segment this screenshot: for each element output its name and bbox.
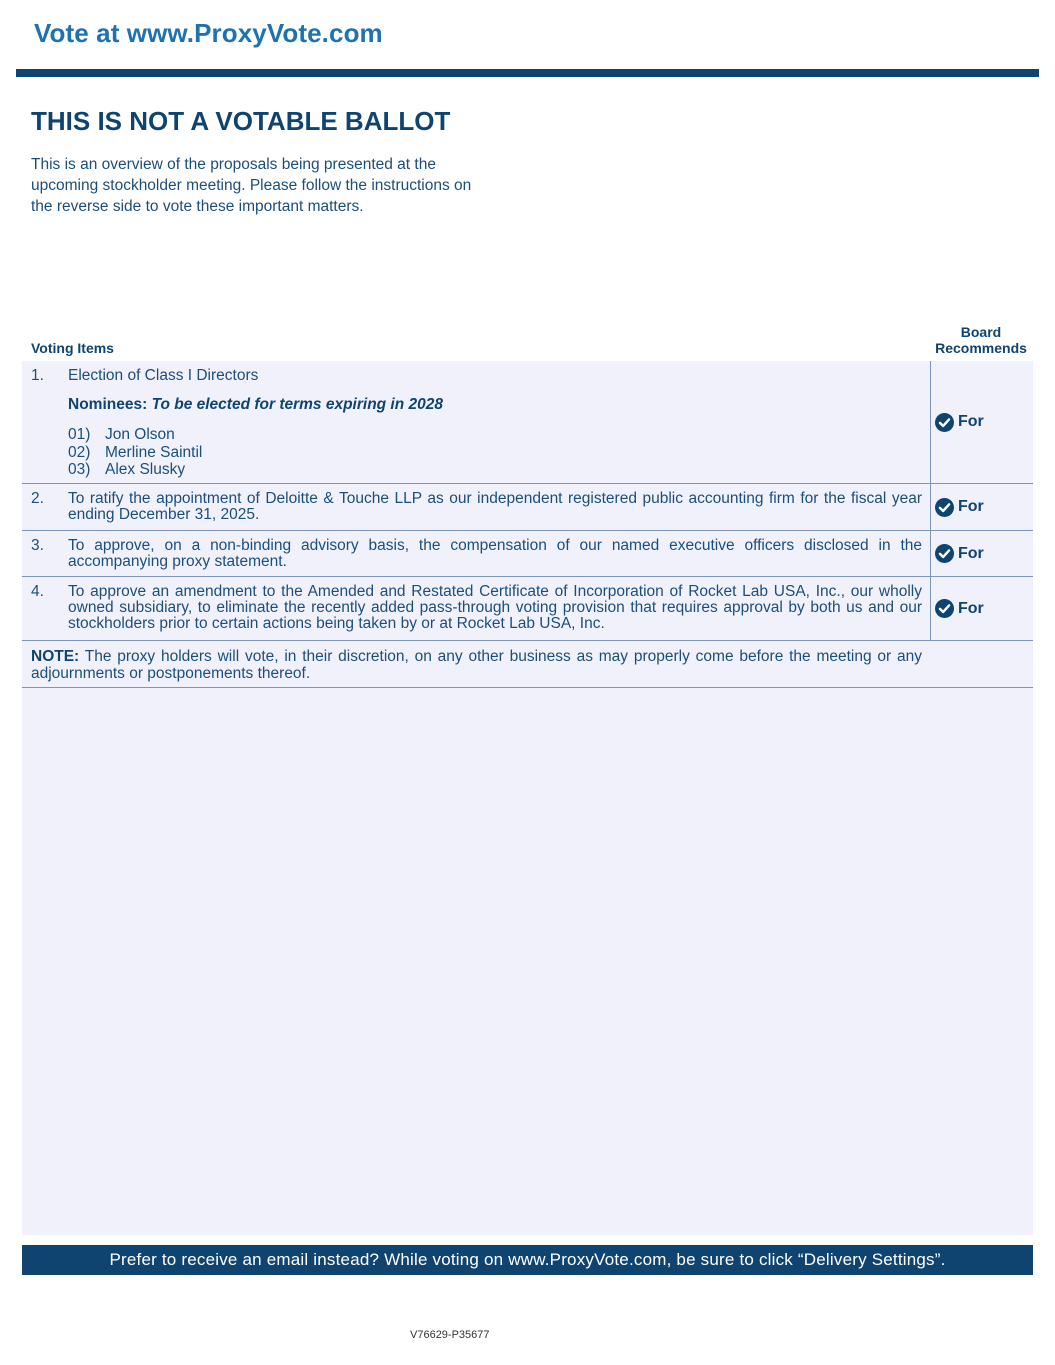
item-text: To approve, on a non-binding advisory basis, the compensation of our named executive officers disclosed in the accompanying proxy statement. bbox=[68, 537, 922, 570]
board-header-line: Recommends bbox=[935, 340, 1027, 356]
nominee-code: 02) bbox=[68, 443, 91, 461]
nominees-label: Nominees: bbox=[68, 396, 148, 413]
note-label: NOTE: bbox=[31, 648, 80, 665]
board-recommendation bbox=[930, 531, 1033, 576]
voting-items-header: Voting Items bbox=[31, 340, 114, 356]
nominee-name: Alex Slusky bbox=[105, 461, 186, 478]
header-divider bbox=[16, 69, 1039, 77]
recommendation-label: For bbox=[958, 599, 984, 617]
board-recommendation bbox=[930, 361, 1033, 483]
check-circle-icon bbox=[935, 599, 954, 618]
board-header-line: Board bbox=[960, 324, 1002, 340]
item-text: Election of Class I Directors bbox=[68, 367, 259, 384]
intro-paragraph bbox=[31, 154, 531, 217]
email-delivery-banner: Prefer to receive an email instead? While voting on www.ProxyVote.com, be sure to click “Delivery Settings”. bbox=[22, 1245, 1033, 1275]
check-circle-icon bbox=[935, 413, 954, 432]
board-recommends-header bbox=[928, 324, 1034, 356]
item-number: 3. bbox=[31, 537, 44, 554]
document-code: V76629-P35677 bbox=[410, 1329, 490, 1341]
recommendation-label: For bbox=[958, 413, 984, 430]
intro-line: upcoming stockholder meeting. Please follow the instructions on bbox=[31, 177, 472, 194]
nominee-item bbox=[68, 444, 922, 462]
intro-line: This is an overview of the proposals being presented at the bbox=[31, 156, 436, 173]
proxyvote-header-link[interactable]: Vote at www.ProxyVote.com bbox=[34, 18, 383, 48]
nominee-code: 01) bbox=[68, 426, 91, 443]
board-recommendation bbox=[930, 484, 1033, 530]
nominee-code: 03) bbox=[68, 461, 91, 478]
item-text: To ratify the appointment of Deloitte & Touche LLP as our independent registered public accounting firm for the fiscal year ending December 31, 2025. bbox=[68, 490, 922, 523]
voting-item-4 bbox=[22, 577, 1033, 641]
note-divider bbox=[22, 687, 1033, 688]
board-recommendation bbox=[930, 577, 1033, 640]
recommendation-label: For bbox=[958, 498, 984, 515]
nominees-heading bbox=[68, 397, 922, 413]
nominee-item bbox=[68, 426, 922, 444]
nominee-item bbox=[68, 461, 922, 479]
voting-item-3 bbox=[22, 531, 1033, 577]
intro-line: the reverse side to vote these important matters. bbox=[31, 198, 364, 215]
check-circle-icon bbox=[935, 544, 954, 563]
item-text: To approve an amendment to the Amended and Restated Certificate of Incorporation of Rocket Lab USA, Inc., our wholly owned subsidiary, to eliminate the recently added pass-through voting provision that requires approval by both us and our stockholders prior to certain actions being taken by or at Rocket Lab USA, Inc. bbox=[68, 583, 922, 632]
page-title: THIS IS NOT A VOTABLE BALLOT bbox=[31, 106, 451, 136]
voting-item-1 bbox=[22, 361, 1033, 484]
recommendation-label: For bbox=[958, 544, 984, 562]
nominees-description: To be elected for terms expiring in 2028 bbox=[151, 396, 443, 413]
note-text: The proxy holders will vote, in their discretion, on any other business as may properly come before the meeting or any adjournments or postponements thereof. bbox=[31, 648, 922, 682]
item-number: 4. bbox=[31, 583, 44, 600]
nominee-list bbox=[68, 426, 922, 479]
voting-item-2 bbox=[22, 484, 1033, 531]
check-circle-icon bbox=[935, 498, 954, 517]
item-number: 1. bbox=[31, 367, 44, 384]
note-paragraph bbox=[31, 648, 922, 682]
nominee-name: Merline Saintil bbox=[105, 443, 203, 461]
item-number: 2. bbox=[31, 490, 44, 507]
nominee-name: Jon Olson bbox=[105, 426, 175, 443]
